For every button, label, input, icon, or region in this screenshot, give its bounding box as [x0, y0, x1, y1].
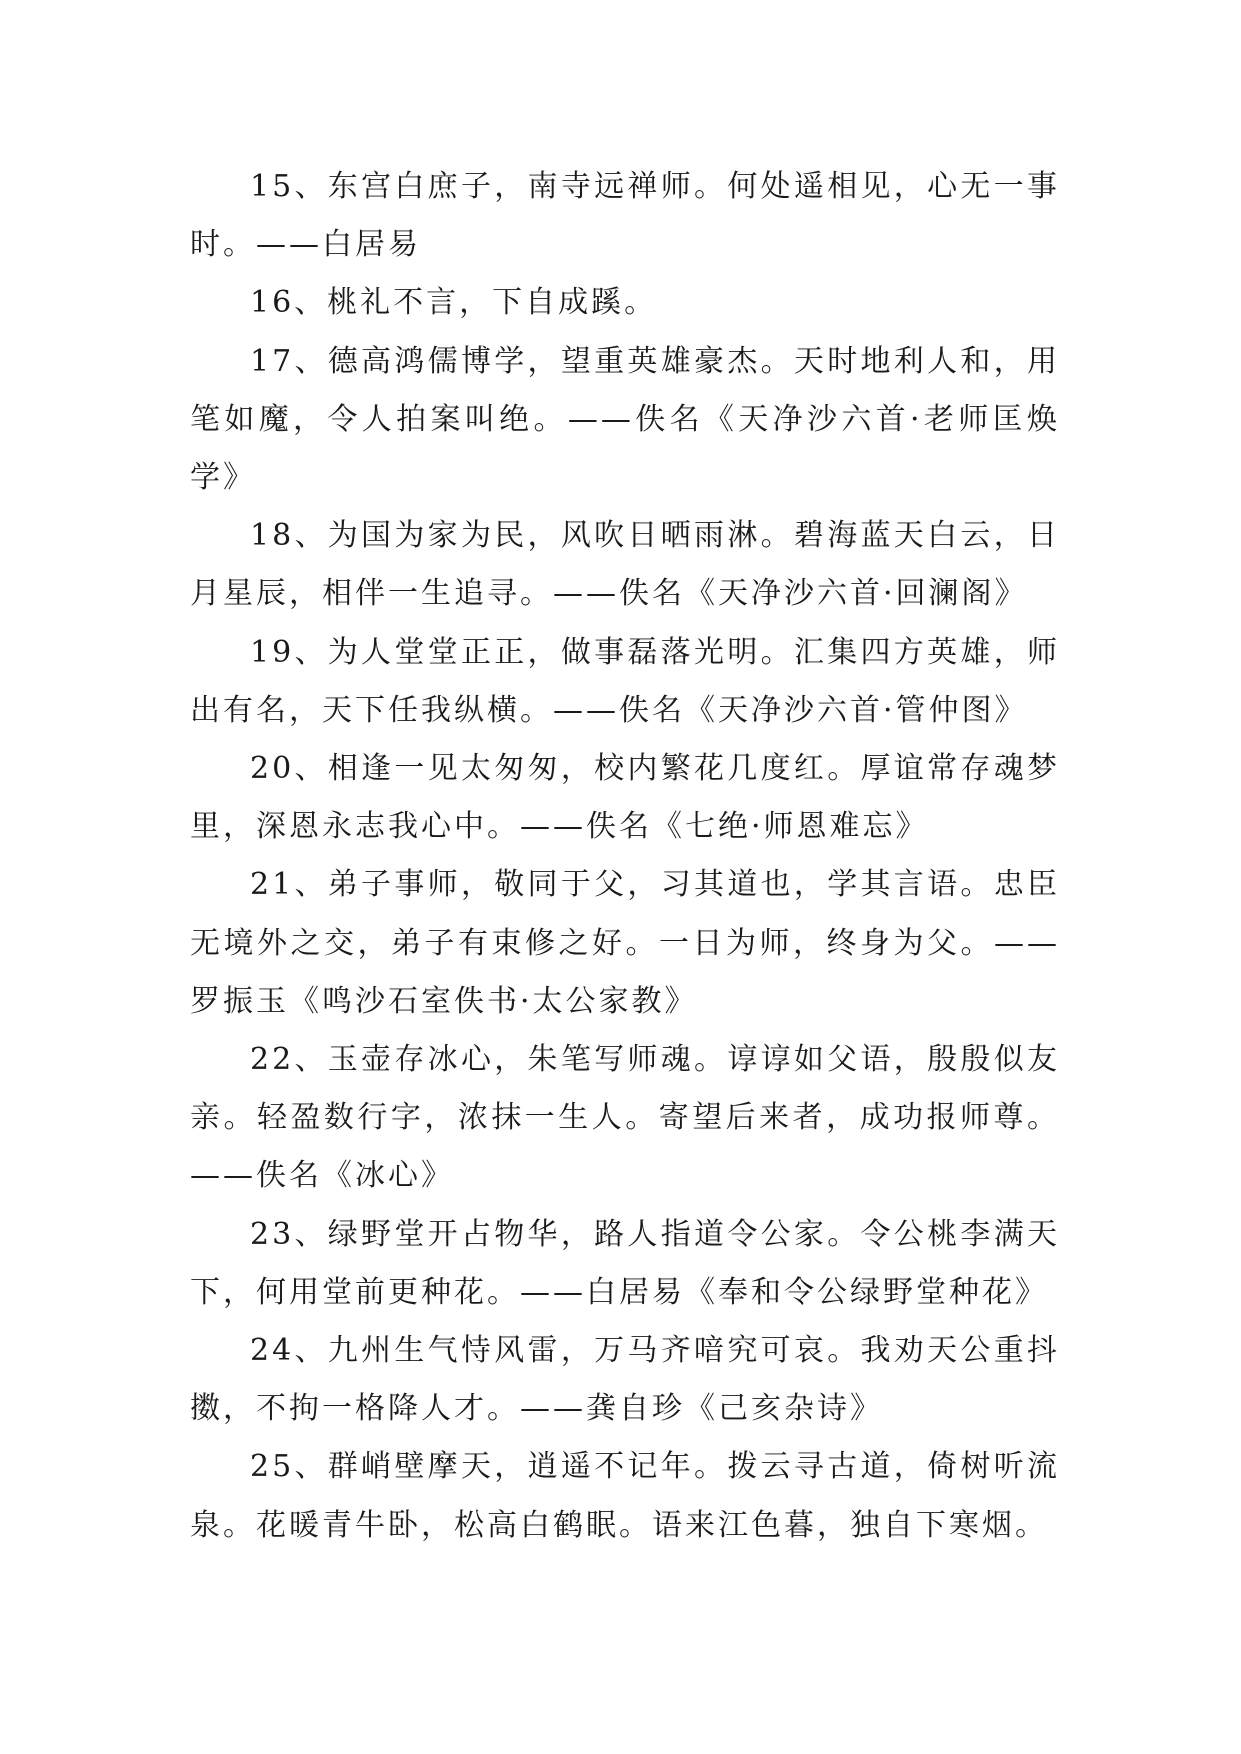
quote-paragraph-21: 21、弟子事师，敬同于父，习其道也，学其言语。忠臣无境外之交，弟子有束修之好。一日为师，终身为父。——罗振玉《鸣沙石室佚书·太公家教》	[190, 867, 1060, 1019]
quote-paragraph-15: 15、东宫白庶子，南寺远禅师。何处遥相见，心无一事时。——白居易	[190, 169, 1060, 263]
quote-paragraph-17: 17、德高鸿儒博学，望重英雄豪杰。天时地利人和，用笔如魔，令人拍案叫绝。——佚名《天净沙六首·老师匡焕学》	[190, 343, 1060, 496]
quote-paragraph-22: 22、玉壶存冰心，朱笔写师魂。谆谆如父语，殷殷似友亲。轻盈数行字，浓抹一生人。寄望后来者，成功报师尊。——佚名《冰心》	[190, 1042, 1060, 1194]
quote-paragraph-19: 19、为人堂堂正正，做事磊落光明。汇集四方英雄，师出有名，天下任我纵横。——佚名《天净沙六首·管仲图》	[190, 634, 1060, 728]
quote-paragraph-23: 23、绿野堂开占物华，路人指道令公家。令公桃李满天下，何用堂前更种花。——白居易《奉和令公绿野堂种花》	[190, 1216, 1060, 1310]
quote-paragraph-25: 25、群峭壁摩天，逍遥不记年。拨云寻古道，倚树听流泉。花暖青牛卧，松高白鹤眠。语来江色暮，独自下寒烟。	[190, 1449, 1060, 1543]
quote-paragraph-18: 18、为国为家为民，风吹日晒雨淋。碧海蓝天白云，日月星辰，相伴一生追寻。——佚名《天净沙六首·回澜阁》	[190, 518, 1060, 612]
quote-paragraph-20: 20、相逢一见太匆匆，校内繁花几度红。厚谊常存魂梦里，深恩永志我心中。——佚名《七绝·师恩难忘》	[190, 751, 1060, 845]
document-page	[190, 158, 1060, 1555]
quote-paragraph-24: 24、九州生气恃风雷，万马齐喑究可哀。我劝天公重抖擞，不拘一格降人才。——龚自珍《己亥杂诗》	[190, 1333, 1060, 1427]
quote-paragraph-16: 16、桃礼不言，下自成蹊。	[250, 285, 658, 321]
